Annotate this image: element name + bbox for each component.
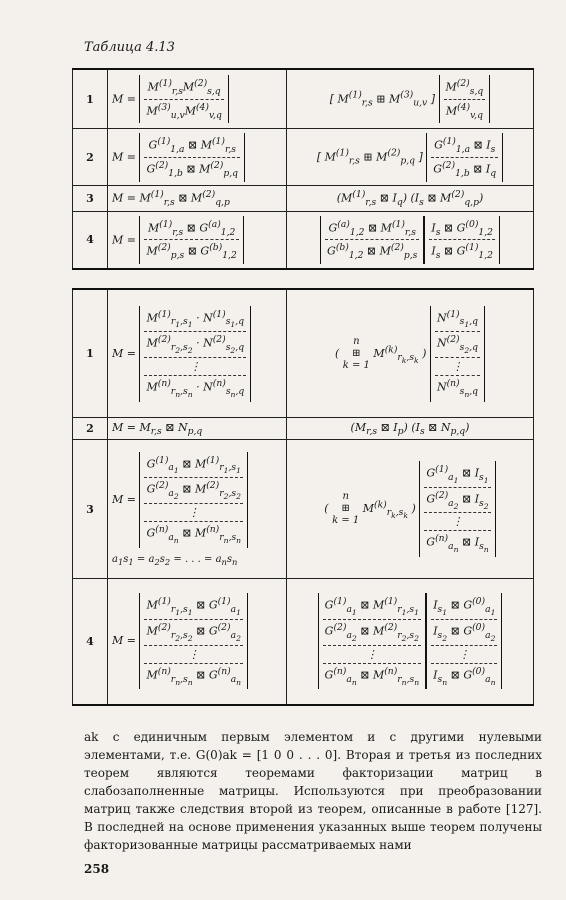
factorized-expression: [ $M^{(1)}_{r,s}$ ⊞ $M^{(2)}_{p,q}$ ] $\frac{G^{(1)}_{1,a} ⊠ I_s}{G^{(2)}_{1,b} ⊠ I_q}$ [287,129,534,186]
matrix-expression: $M = M_{r,s}$ ⊠ $N_{p,q}$ [108,418,287,440]
row-number: 3 [73,186,108,211]
factorized-expression: ($M_{r,s}$ ⊠ $I_p$) ($I_s$ ⊠ $N_{p,q}$) [287,418,534,440]
row-number: 2 [73,129,108,186]
matrix-expression: M = $M^{(1)}_{r_1,s_1}$ ⊠ $G^{(1)}_{a_1}$ $M^{(2)}_{r_2,s_2}$ ⊠ $G^{(2)}_{a_2}$ ⋮ $M^{(n)}_{r_n,s_n}$ ⊠ $G^{(n)}_{a_n}$ [108,578,287,705]
matrix-expression: $M = M^{(1)}_{r,s}$ ⊠ $M^{(2)}_{q,p}$ [108,186,287,211]
matrix-expression: M = $\frac{G^{(1)}_{1,a} ⊠ M^{(1)}_{r,s}}{G^{(2)}_{1,b} ⊠ M^{(2)}_{p,q}}$ [108,129,287,186]
row-number: 3 [73,440,108,579]
matrix-expression: M = $\frac{M^{(1)}_{r,s}M^{(2)}_{s,q}}{M^{(3)}_{u,v}M^{(4)}_{v,q}}$ [108,69,287,129]
body-paragraph: ak с единичным первым элементом и с другими нулевыми элементами, т.е. G(0)ak = [1 0 0 . . . 0]. Вторая и третья из последних теорем являются теоремами факторизации матриц в слабозаполненные матрицы. Используются при преобразовании матриц также следствия второй из теорем, описанные в работе [127]. В последней на основе применения указанных выше теорем получены факторизованные матрицы рассматриваемых нами [84,730,542,852]
row-number: 4 [73,578,108,705]
factorized-expression: [ $M^{(1)}_{r,s}$ ⊞ $M^{(3)}_{u,v}$ ] $\frac{M^{(2)}_{s,q}}{M^{(4)}_{v,q}}$ [287,69,534,129]
factorized-expression: $G^{(1)}_{a_1}$ ⊠ $M^{(1)}_{r_1,s_1}$ $G^{(2)}_{a_2}$ ⊠ $M^{(2)}_{r_2,s_2}$ ⋮ $G^{(n)}_{a_n}$ ⊠ $M^{(n)}_{r_n,s_n}$ $I_{s_1}$ ⊠ $G^{(0)}_{a_1}$ $I_{s_2}$ ⊠ $G^{(0)}_{a_2}$ ⋮ $I_{s_n}$ ⊠ $G^{(0)}_{a_n}$ [287,578,534,705]
matrix-expression: M = $\frac{M^{(1)}_{r,s} ⊠ G^{(a)}_{1,2}}{M^{(2)}_{p,s} ⊠ G^{(b)}_{1,2}}$ [108,211,287,269]
factorized-expression: ( n ⊞ k = 1 $M^{(k)}_{r_k,s_k}$ ) $G^{(1)}_{a_1}$ ⊠ $I_{s_1}$ $G^{(2)}_{a_2}$ ⊠ $I_{s_2}$ ⋮ $G^{(n)}_{a_n}$ ⊠ $I_{s_n}$ [287,440,534,579]
page-number: 258 [84,862,110,876]
table-2 [72,288,534,706]
matrix-expression: M = $M^{(1)}_{r_1,s_1} \cdot N^{(1)}_{s_1,q}$ $M^{(2)}_{r_2,s_2} \cdot N^{(2)}_{s_2,q}$ ⋮ $M^{(n)}_{r_n,s_n} \cdot N^{(n)}_{s_n,q}$ [108,289,287,418]
row-number: 4 [73,211,108,269]
table-1 [72,68,534,270]
row-number: 1 [73,289,108,418]
row-number: 2 [73,418,108,440]
row-number: 1 [73,69,108,129]
factorized-expression: $\frac{G^{(a)}_{1,2} ⊠ M^{(1)}_{r,s}}{G^{(b)}_{1,2} ⊠ M^{(2)}_{p,s}}$ $\frac{I_s ⊠ G^{(0)}_{1,2}}{I_s ⊠ G^{(1)}_{1,2}}$ [287,211,534,269]
matrix-expression: M = $G^{(1)}_{a_1}$ ⊠ $M^{(1)}_{r_1,s_1}$ $G^{(2)}_{a_2}$ ⊠ $M^{(2)}_{r_2,s_2}$ ⋮ $G^{(n)}_{a_n}$ ⊠ $M^{(n)}_{r_n,s_n}$ $a_1s_1 = a_2s_2$ = . . . = $a_ns_n$ [108,440,287,579]
table-caption: Таблица 4.13 [84,40,175,55]
factorized-expression: ( n ⊞ k = 1 $M^{(k)}_{r_k,s_k}$ ) $N^{(1)}_{s_1,q}$ $N^{(2)}_{s_2,q}$ ⋮ $N^{(n)}_{s_n,q}$ [287,289,534,418]
factorized-expression: ($M^{(1)}_{r,s}$ ⊠ $I_q$) ($I_s$ ⊠ $M^{(2)}_{q,p}$) [287,186,534,211]
